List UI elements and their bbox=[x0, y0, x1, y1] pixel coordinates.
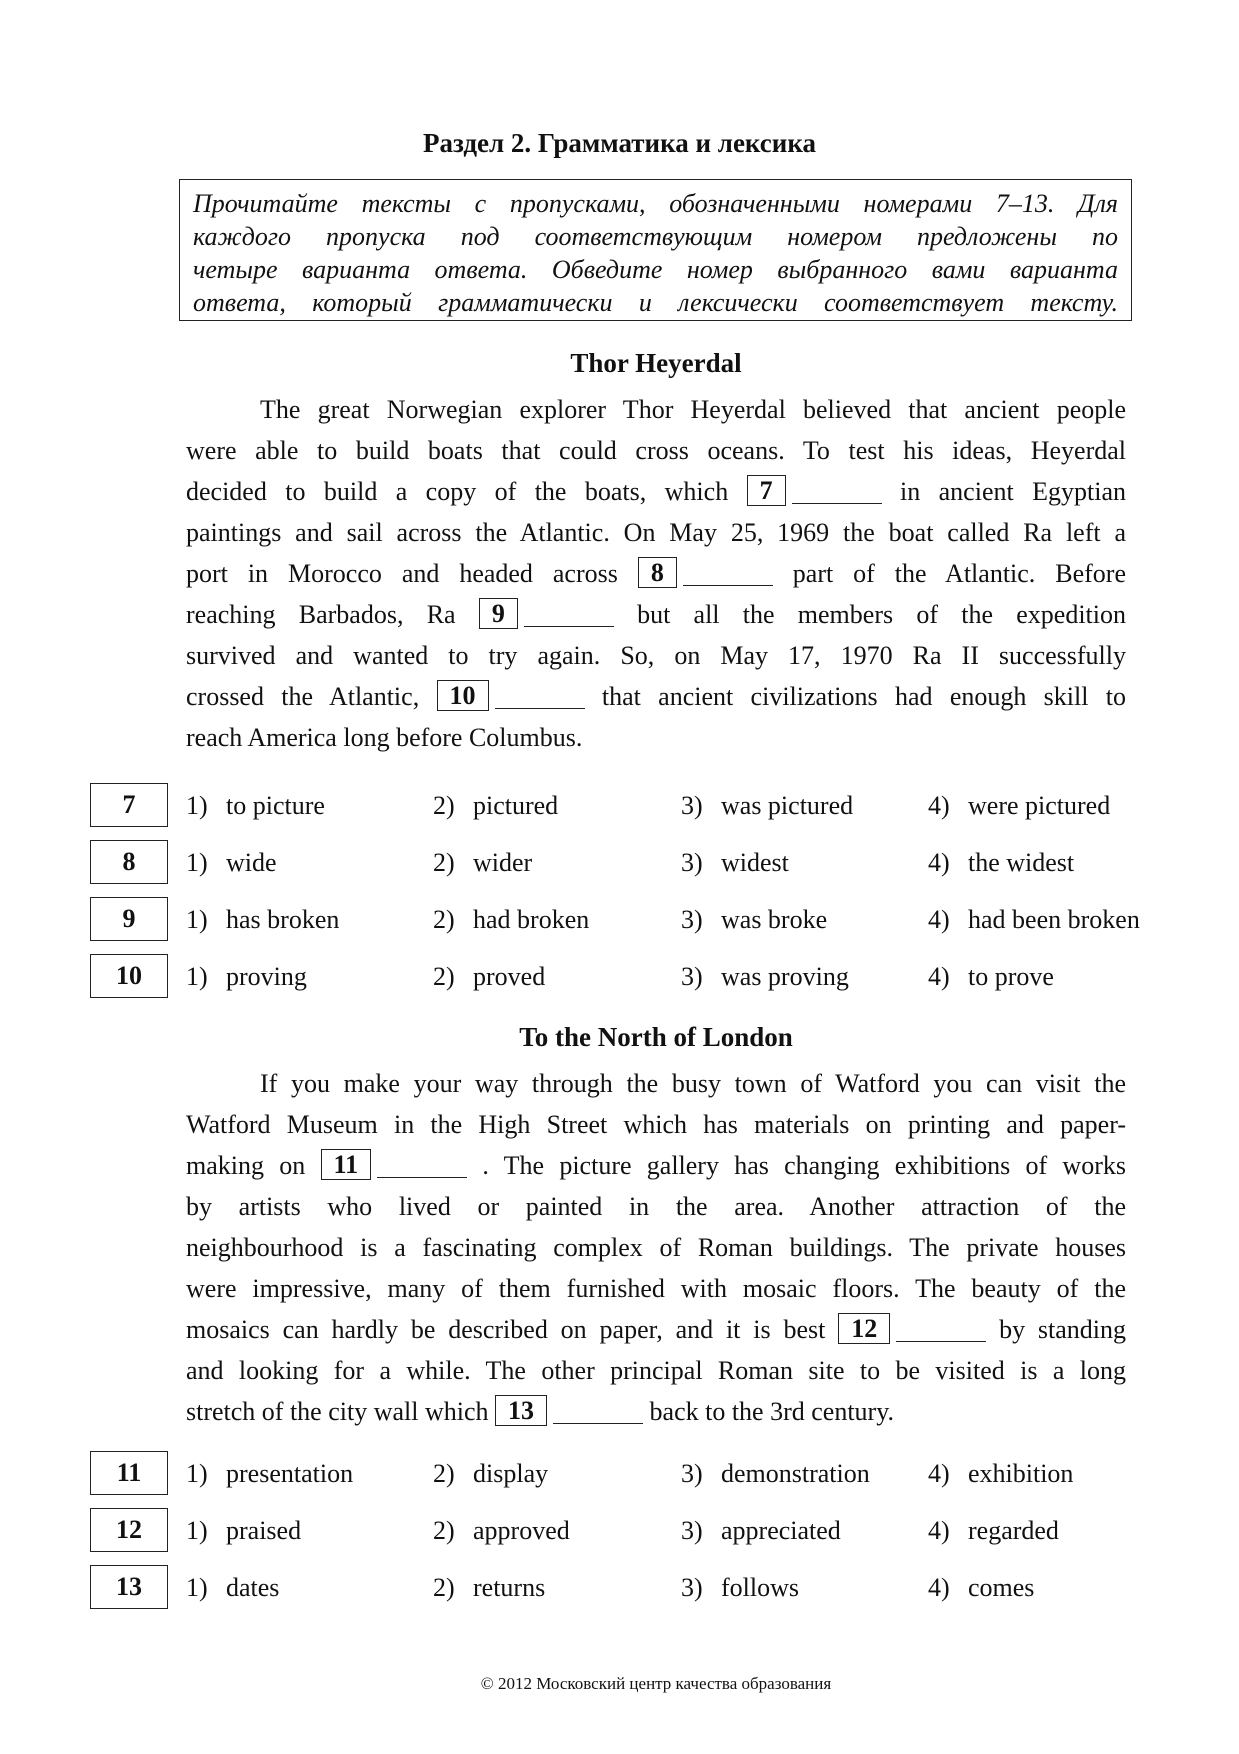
text-line bbox=[186, 1145, 1126, 1186]
option-text: was proving bbox=[721, 962, 849, 991]
text-line bbox=[186, 1350, 1126, 1391]
option-number: 1) bbox=[186, 905, 208, 934]
option-text: wider bbox=[473, 848, 533, 877]
text1-paragraph bbox=[186, 389, 1126, 758]
option-number: 3) bbox=[681, 848, 703, 877]
text-fragment: If you make your way through the busy town of Watford you can visit the bbox=[260, 1069, 1126, 1098]
text-fragment: mosaics can hardly be described on paper, and it is best bbox=[186, 1315, 826, 1344]
option-text: wide bbox=[226, 848, 277, 877]
question-number-box: 12 bbox=[90, 1508, 168, 1552]
text-fragment: part of the Atlantic. Before bbox=[792, 559, 1126, 588]
answer-option-1[interactable] bbox=[186, 1459, 353, 1489]
text-fragment: reach America long before Columbus. bbox=[186, 723, 583, 752]
option-text: appreciated bbox=[721, 1516, 841, 1545]
option-text: the widest bbox=[968, 848, 1075, 877]
option-number: 4) bbox=[928, 905, 950, 934]
question-row bbox=[0, 783, 1239, 829]
text-fragment: in ancient Egyptian bbox=[900, 477, 1126, 506]
question-row bbox=[0, 840, 1239, 886]
answer-option-2[interactable] bbox=[433, 905, 589, 935]
text-line bbox=[186, 1268, 1126, 1309]
option-number: 2) bbox=[433, 791, 455, 820]
answer-option-2[interactable] bbox=[433, 848, 532, 878]
section-title: Раздел 2. Грамматика и лексика bbox=[422, 128, 817, 158]
option-number: 2) bbox=[433, 1516, 455, 1545]
question-number-box: 9 bbox=[90, 897, 168, 941]
text-fragment: were impressive, many of them furnished with mosaic floors. The beauty of the bbox=[186, 1274, 1126, 1303]
text-line bbox=[186, 717, 1126, 758]
option-text: widest bbox=[721, 848, 789, 877]
option-number: 3) bbox=[681, 962, 703, 991]
option-text: follows bbox=[721, 1573, 799, 1602]
option-text: were pictured bbox=[968, 791, 1111, 820]
answer-option-2[interactable] bbox=[433, 791, 558, 821]
gap-number-box: 7 bbox=[747, 475, 786, 506]
answer-blank[interactable] bbox=[553, 1401, 643, 1424]
text-fragment: crossed the Atlantic, bbox=[186, 682, 420, 711]
gap-number-box: 8 bbox=[638, 557, 677, 588]
option-text: display bbox=[473, 1459, 549, 1488]
text-line bbox=[186, 1186, 1126, 1227]
option-text: to prove bbox=[968, 962, 1054, 991]
text-fragment: back to the 3rd century. bbox=[649, 1397, 895, 1426]
answer-blank[interactable] bbox=[524, 604, 614, 627]
option-number: 3) bbox=[681, 905, 703, 934]
answer-blank[interactable] bbox=[377, 1155, 467, 1178]
option-text: comes bbox=[968, 1573, 1035, 1602]
text-line bbox=[186, 635, 1126, 676]
text-fragment: and looking for a while. The other principal Roman site to be visited is a long bbox=[186, 1356, 1126, 1385]
instruction-line: Прочитайте тексты с пропусками, обозначенными номерами 7–13. Для bbox=[193, 189, 1118, 218]
option-text: returns bbox=[473, 1573, 546, 1602]
option-number: 4) bbox=[928, 791, 950, 820]
answer-option-3[interactable] bbox=[681, 848, 789, 878]
answer-option-4[interactable] bbox=[928, 1516, 1059, 1546]
question-number-box: 7 bbox=[90, 783, 168, 827]
option-text: was pictured bbox=[721, 791, 854, 820]
text-fragment: that ancient civilizations had enough skill to bbox=[601, 682, 1127, 711]
answer-option-2[interactable] bbox=[433, 1573, 545, 1603]
text-fragment: stretch of the city wall which bbox=[186, 1397, 489, 1426]
option-text: exhibition bbox=[968, 1459, 1074, 1488]
text-fragment: decided to build a copy of the boats, which bbox=[186, 477, 729, 506]
option-text: presentation bbox=[226, 1459, 354, 1488]
text-line bbox=[186, 1391, 1126, 1432]
question-number-box: 8 bbox=[90, 840, 168, 884]
answer-blank[interactable] bbox=[495, 686, 585, 709]
answer-option-4[interactable] bbox=[928, 791, 1110, 821]
text-line bbox=[186, 1227, 1126, 1268]
option-number: 1) bbox=[186, 1516, 208, 1545]
question-row bbox=[0, 1565, 1239, 1611]
instruction-line: четыре варианта ответа. Обведите номер выбранного вами варианта bbox=[193, 255, 1118, 284]
gap-number-box: 9 bbox=[479, 598, 518, 629]
option-text: was broke bbox=[721, 905, 828, 934]
answer-option-4[interactable] bbox=[928, 1459, 1073, 1489]
text-fragment: . The picture gallery has changing exhibitions of works bbox=[482, 1151, 1126, 1180]
option-number: 1) bbox=[186, 791, 208, 820]
option-number: 1) bbox=[186, 962, 208, 991]
answer-option-2[interactable] bbox=[433, 962, 545, 992]
answer-blank[interactable] bbox=[683, 563, 773, 586]
text1-title: Thor Heyerdal bbox=[570, 348, 742, 378]
question-row bbox=[0, 954, 1239, 1000]
option-number: 2) bbox=[433, 1459, 455, 1488]
question-row bbox=[0, 1508, 1239, 1554]
instruction-line: каждого пропуска под соответствующим номером предложены по bbox=[193, 222, 1118, 251]
option-number: 2) bbox=[433, 1573, 455, 1602]
option-number: 3) bbox=[681, 1459, 703, 1488]
option-text: has broken bbox=[226, 905, 340, 934]
option-text: proved bbox=[473, 962, 546, 991]
text-fragment: but all the members of the expedition bbox=[637, 600, 1127, 629]
answer-option-4[interactable] bbox=[928, 848, 1074, 878]
instruction-line: ответа, который грамматически и лексически соответствует тексту. bbox=[193, 288, 1118, 317]
text2-title: To the North of London bbox=[519, 1022, 793, 1052]
answer-option-1[interactable] bbox=[186, 905, 339, 935]
option-number: 3) bbox=[681, 1516, 703, 1545]
text-fragment: paintings and sail across the Atlantic. On May 25, 1969 the boat called Ra left a bbox=[186, 518, 1126, 547]
answer-option-4[interactable] bbox=[928, 905, 1140, 935]
option-number: 3) bbox=[681, 1573, 703, 1602]
answer-option-1[interactable] bbox=[186, 1573, 279, 1603]
footer-copyright: © 2012 Московский центр качества образования bbox=[480, 1674, 832, 1693]
text-fragment: were able to build boats that could cross oceans. To test his ideas, Heyerdal bbox=[186, 436, 1126, 465]
text-line bbox=[186, 1063, 1126, 1104]
answer-option-4[interactable] bbox=[928, 962, 1054, 992]
answer-option-3[interactable] bbox=[681, 1459, 870, 1489]
option-text: praised bbox=[226, 1516, 302, 1545]
question-row bbox=[0, 1451, 1239, 1497]
text-line bbox=[186, 471, 1126, 512]
answer-option-1[interactable] bbox=[186, 848, 277, 878]
option-text: demonstration bbox=[721, 1459, 870, 1488]
option-number: 1) bbox=[186, 1459, 208, 1488]
option-text: dates bbox=[226, 1573, 280, 1602]
question-number-box: 13 bbox=[90, 1565, 168, 1609]
option-number: 4) bbox=[928, 848, 950, 877]
option-number: 4) bbox=[928, 1459, 950, 1488]
gap-number-box: 11 bbox=[321, 1149, 372, 1180]
gap-number-box: 10 bbox=[437, 680, 489, 711]
answer-option-3[interactable] bbox=[681, 1516, 841, 1546]
answer-option-1[interactable] bbox=[186, 791, 325, 821]
option-text: to picture bbox=[226, 791, 325, 820]
answer-blank[interactable] bbox=[896, 1319, 986, 1342]
answer-option-1[interactable] bbox=[186, 962, 307, 992]
answer-option-3[interactable] bbox=[681, 962, 849, 992]
text-line bbox=[186, 1104, 1126, 1145]
text-fragment: survived and wanted to try again. So, on May 17, 1970 Ra II successfully bbox=[186, 641, 1126, 670]
option-text: had broken bbox=[473, 905, 590, 934]
option-text: proving bbox=[226, 962, 307, 991]
option-number: 1) bbox=[186, 1573, 208, 1602]
gap-number-box: 12 bbox=[838, 1313, 890, 1344]
text-fragment: Watford Museum in the High Street which has materials on printing and paper- bbox=[186, 1110, 1126, 1139]
option-text: approved bbox=[473, 1516, 570, 1545]
option-number: 2) bbox=[433, 848, 455, 877]
option-number: 3) bbox=[681, 791, 703, 820]
question-number-box: 11 bbox=[90, 1451, 168, 1495]
text-line bbox=[186, 594, 1126, 635]
answer-blank[interactable] bbox=[792, 481, 882, 504]
text-fragment: reaching Barbados, Ra bbox=[186, 600, 456, 629]
answer-option-3[interactable] bbox=[681, 791, 853, 821]
option-text: had been broken bbox=[968, 905, 1140, 934]
text-line bbox=[186, 1309, 1126, 1350]
option-number: 4) bbox=[928, 962, 950, 991]
text-fragment: by standing bbox=[999, 1315, 1127, 1344]
option-number: 2) bbox=[433, 905, 455, 934]
answer-option-2[interactable] bbox=[433, 1516, 570, 1546]
option-number: 1) bbox=[186, 848, 208, 877]
option-number: 4) bbox=[928, 1516, 950, 1545]
text-fragment: The great Norwegian explorer Thor Heyerdal believed that ancient people bbox=[260, 395, 1126, 424]
option-number: 2) bbox=[433, 962, 455, 991]
option-number: 4) bbox=[928, 1573, 950, 1602]
text2-paragraph bbox=[186, 1063, 1126, 1432]
question-number-box: 10 bbox=[90, 954, 168, 998]
text-line bbox=[186, 389, 1126, 430]
option-text: pictured bbox=[473, 791, 559, 820]
answer-option-3[interactable] bbox=[681, 905, 827, 935]
text-fragment: neighbourhood is a fascinating complex of Roman buildings. The private houses bbox=[186, 1233, 1126, 1262]
text-line bbox=[186, 676, 1126, 717]
text-fragment: making on bbox=[186, 1151, 306, 1180]
instructions-box bbox=[179, 179, 1132, 321]
answer-option-1[interactable] bbox=[186, 1516, 301, 1546]
text-line bbox=[186, 512, 1126, 553]
question-row bbox=[0, 897, 1239, 943]
text-fragment: port in Morocco and headed across bbox=[186, 559, 618, 588]
gap-number-box: 13 bbox=[495, 1395, 547, 1426]
option-text: regarded bbox=[968, 1516, 1059, 1545]
answer-option-3[interactable] bbox=[681, 1573, 799, 1603]
answer-option-4[interactable] bbox=[928, 1573, 1034, 1603]
answer-option-2[interactable] bbox=[433, 1459, 548, 1489]
text-line bbox=[186, 553, 1126, 594]
text-line bbox=[186, 430, 1126, 471]
text-fragment: by artists who lived or painted in the area. Another attraction of the bbox=[186, 1192, 1126, 1221]
